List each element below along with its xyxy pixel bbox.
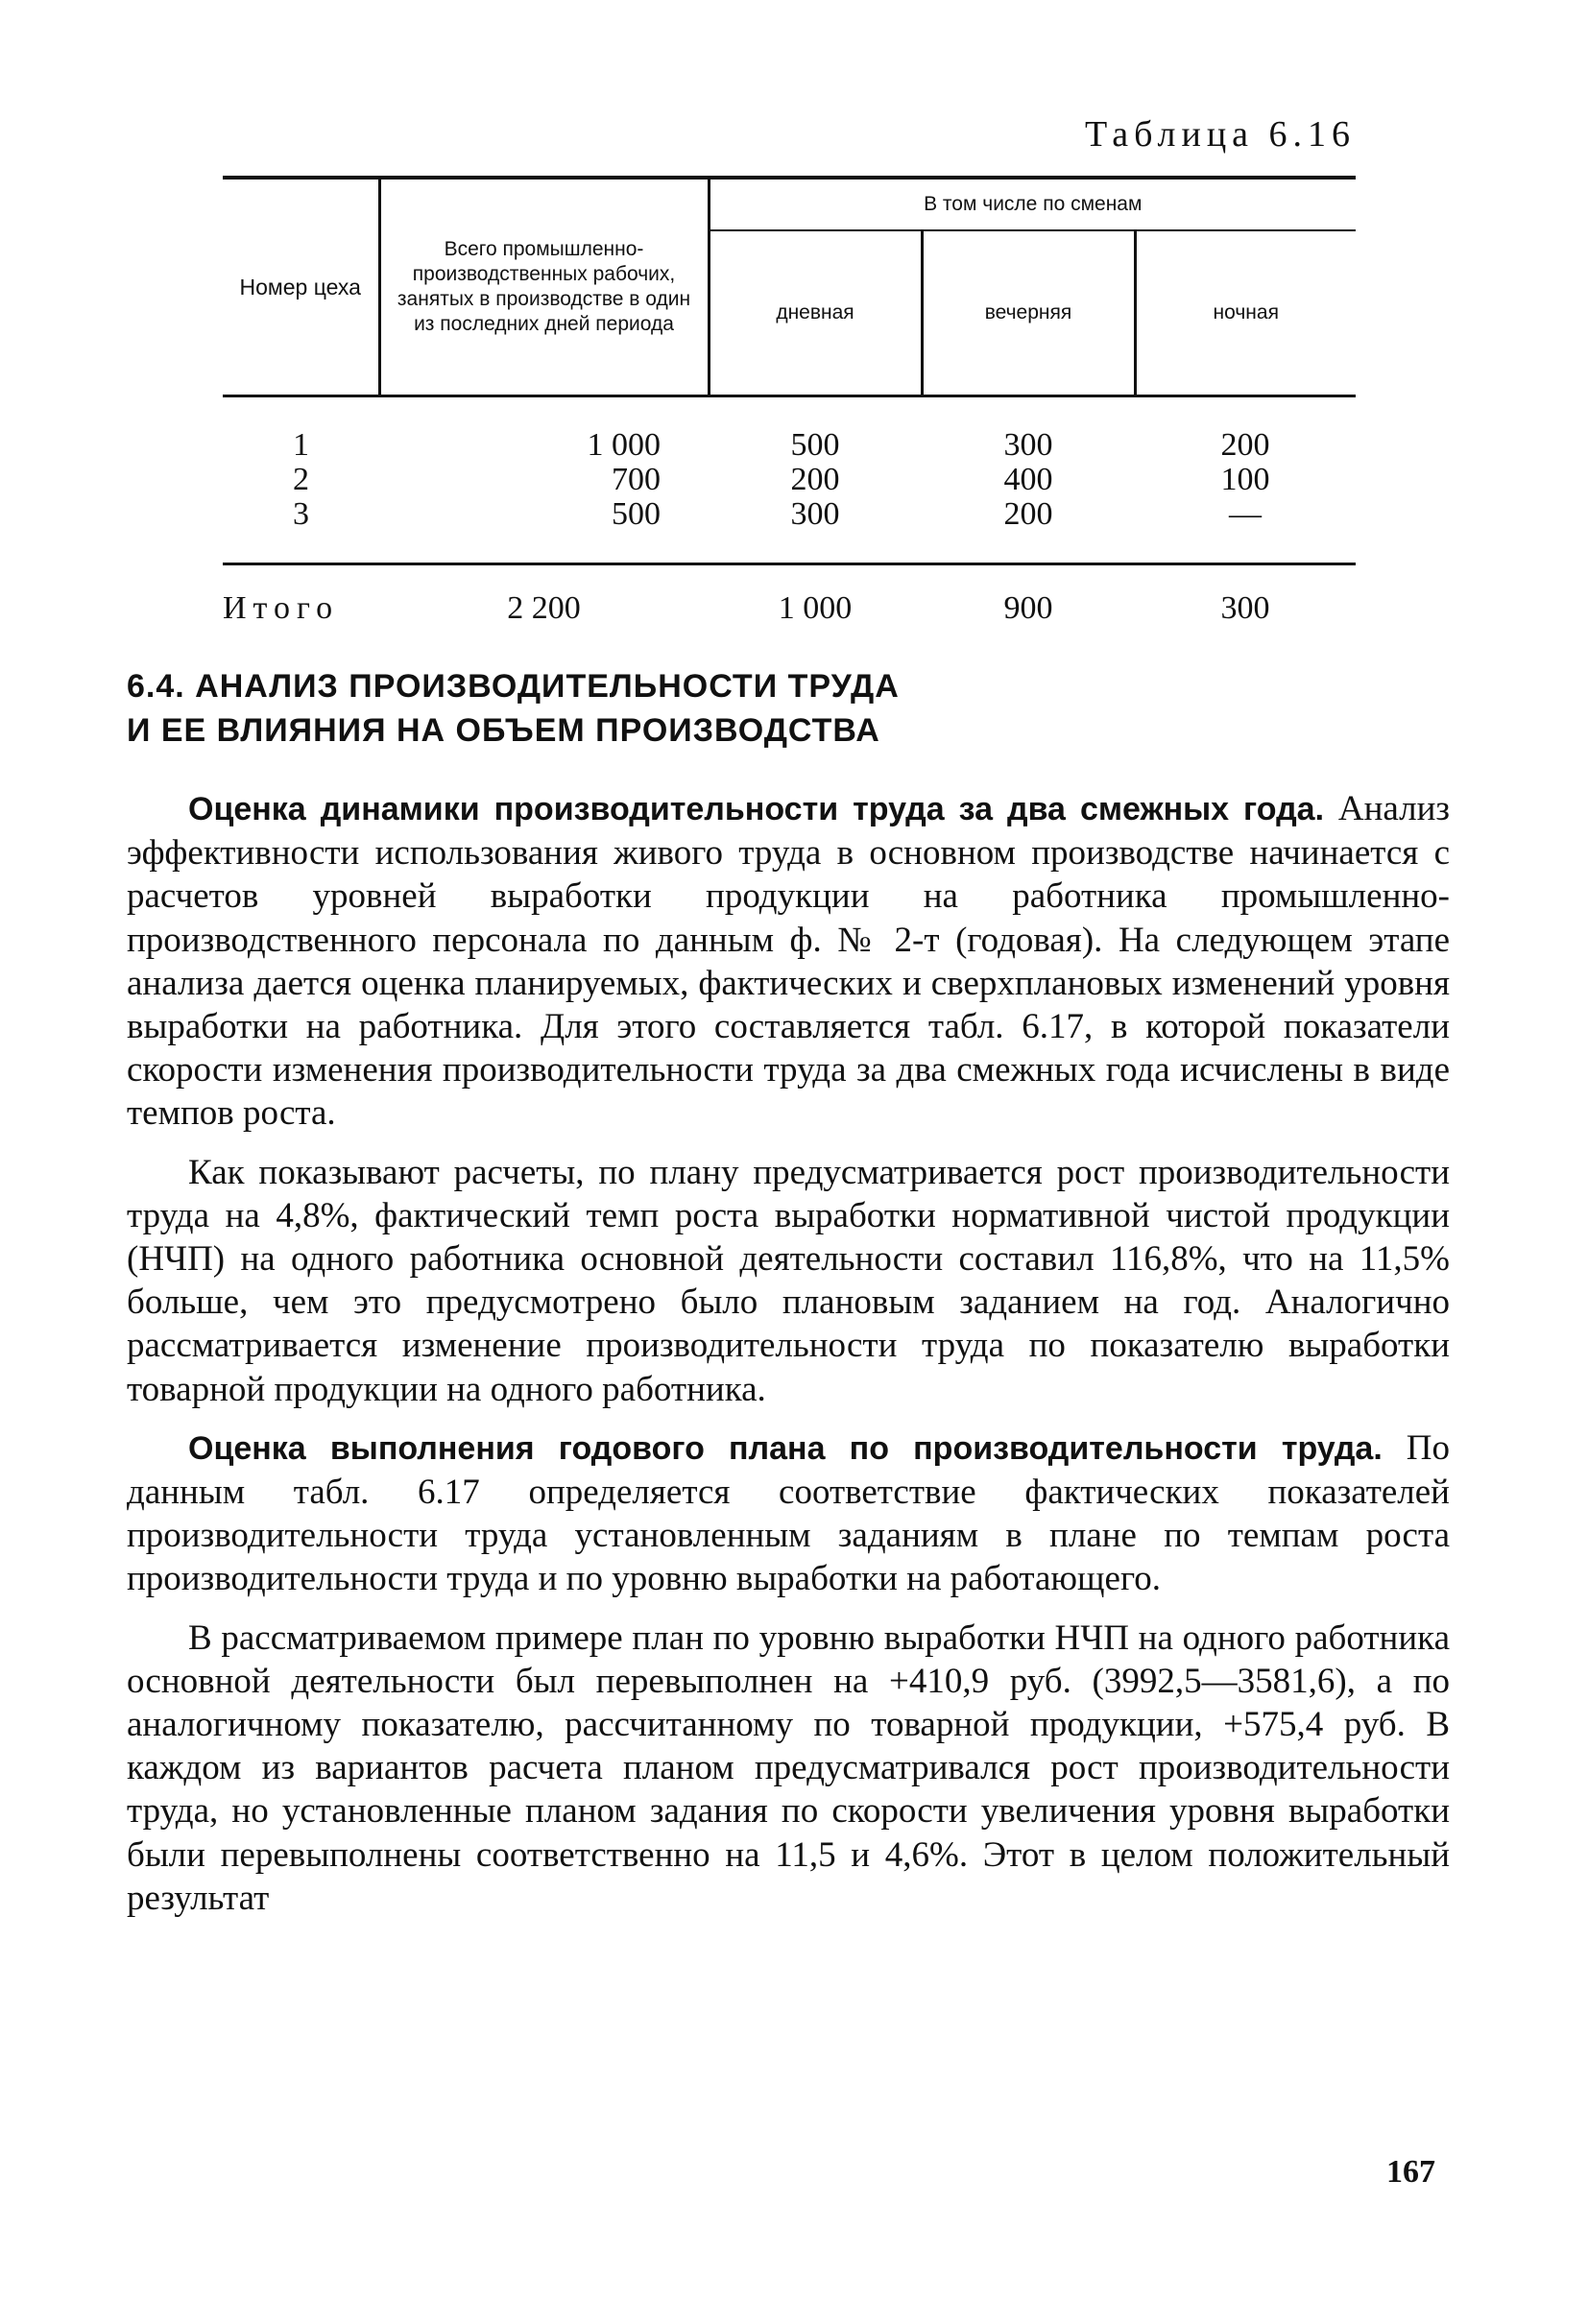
section-heading: 6.4. АНАЛИЗ ПРОИЗВОДИТЕЛЬНОСТИ ТРУДА И ЕЕ ВЛИЯНИЯ НА ОБЪЕМ ПРОИЗВОДСТВА <box>127 668 900 749</box>
header-shifts-group: В том числе по сменам <box>709 178 1356 230</box>
total-workers: 2 200 <box>379 564 709 634</box>
total-evening: 900 <box>922 564 1135 634</box>
header-night-shift: ночная <box>1135 230 1356 396</box>
paragraph: Как показывают расчеты, по плану предусматривается рост производительности труда на 4,8%, фактический темп роста выработки нормативной чистой продукции (НЧП) на одного работника основной деятельности составил 116,8%, что на 11,5% больше, чем это предусмотрено было плановым заданием на год. Аналогично рассматривается изменение производительности труда по показателю выработки товарной продукции на одного работника. <box>127 1152 1450 1409</box>
total-label: Итого <box>223 564 379 634</box>
paragraph-lead: Оценка выполнения годового плана по производительности труда. <box>188 1429 1383 1467</box>
body-text <box>127 787 1450 1935</box>
header-shop: Номер цеха <box>223 178 379 396</box>
header-total-workers: Всего промышленно-производственных рабочих, занятых в производстве в один из последних дней периода <box>379 178 709 396</box>
paragraph-lead: Оценка динамики производительности труда за два смежных года. <box>188 791 1325 827</box>
paragraph: В рассматриваемом примере план по уровню выработки НЧП на одного работника основной деятельности был перевыполнен на +410,9 руб. (3992,5—3581,6), а по аналогичному показателю, рассчитанному по товарной продукции, +575,4 руб. В каждом из вариантов расчета планом предусматривался рост производительности труда, но установленные планом задания по скорости увеличения уровня выработки были перевыполнены соответственно на 11,5 и 4,6%. Этот в целом положительный результат <box>127 1617 1450 1918</box>
table-caption: Таблица 6.16 <box>1085 114 1357 155</box>
page-number: 167 <box>1386 2154 1435 2190</box>
cell-evening: 300 400 200 <box>1003 427 1053 532</box>
header-day-shift: дневная <box>709 230 922 396</box>
cell-day: 500 200 300 <box>790 427 840 532</box>
table-total-row <box>223 564 1356 634</box>
paragraph: Оценка выполнения годового плана по производительности труда. По данным табл. 6.17 определяется соответствие фактических показателей производительности труда установленным заданиям в плане по темпам роста производительности труда и по уровню выработки на работающего. <box>127 1427 1450 1599</box>
total-night: 300 <box>1135 564 1356 634</box>
cell-total: 1 000 700 500 <box>587 427 661 532</box>
paragraph: Оценка динамики производительности труда за два смежных года. Анализ эффективности использования живого труда в основном производстве начинается с расчетов уровней выработки продукции на работника промышленно-производственного персонала по данным ф. № 2-т (годовая). На следующем этапе анализа дается оценка планируемых, фактических и сверхплановых изменений уровня выработки на работника. Для этого составляется табл. 6.17, в которой показатели скорости изменения производительности труда за два смежных года исчислены в виде темпов роста. <box>127 789 1450 1134</box>
cell-night: 200 100 — <box>1220 427 1270 532</box>
total-day: 1 000 <box>709 564 922 634</box>
table-row <box>223 396 1356 533</box>
cell-shop: 1 2 3 <box>293 427 309 532</box>
workers-by-shift-table <box>223 176 1356 633</box>
header-evening-shift: вечерняя <box>922 230 1135 396</box>
